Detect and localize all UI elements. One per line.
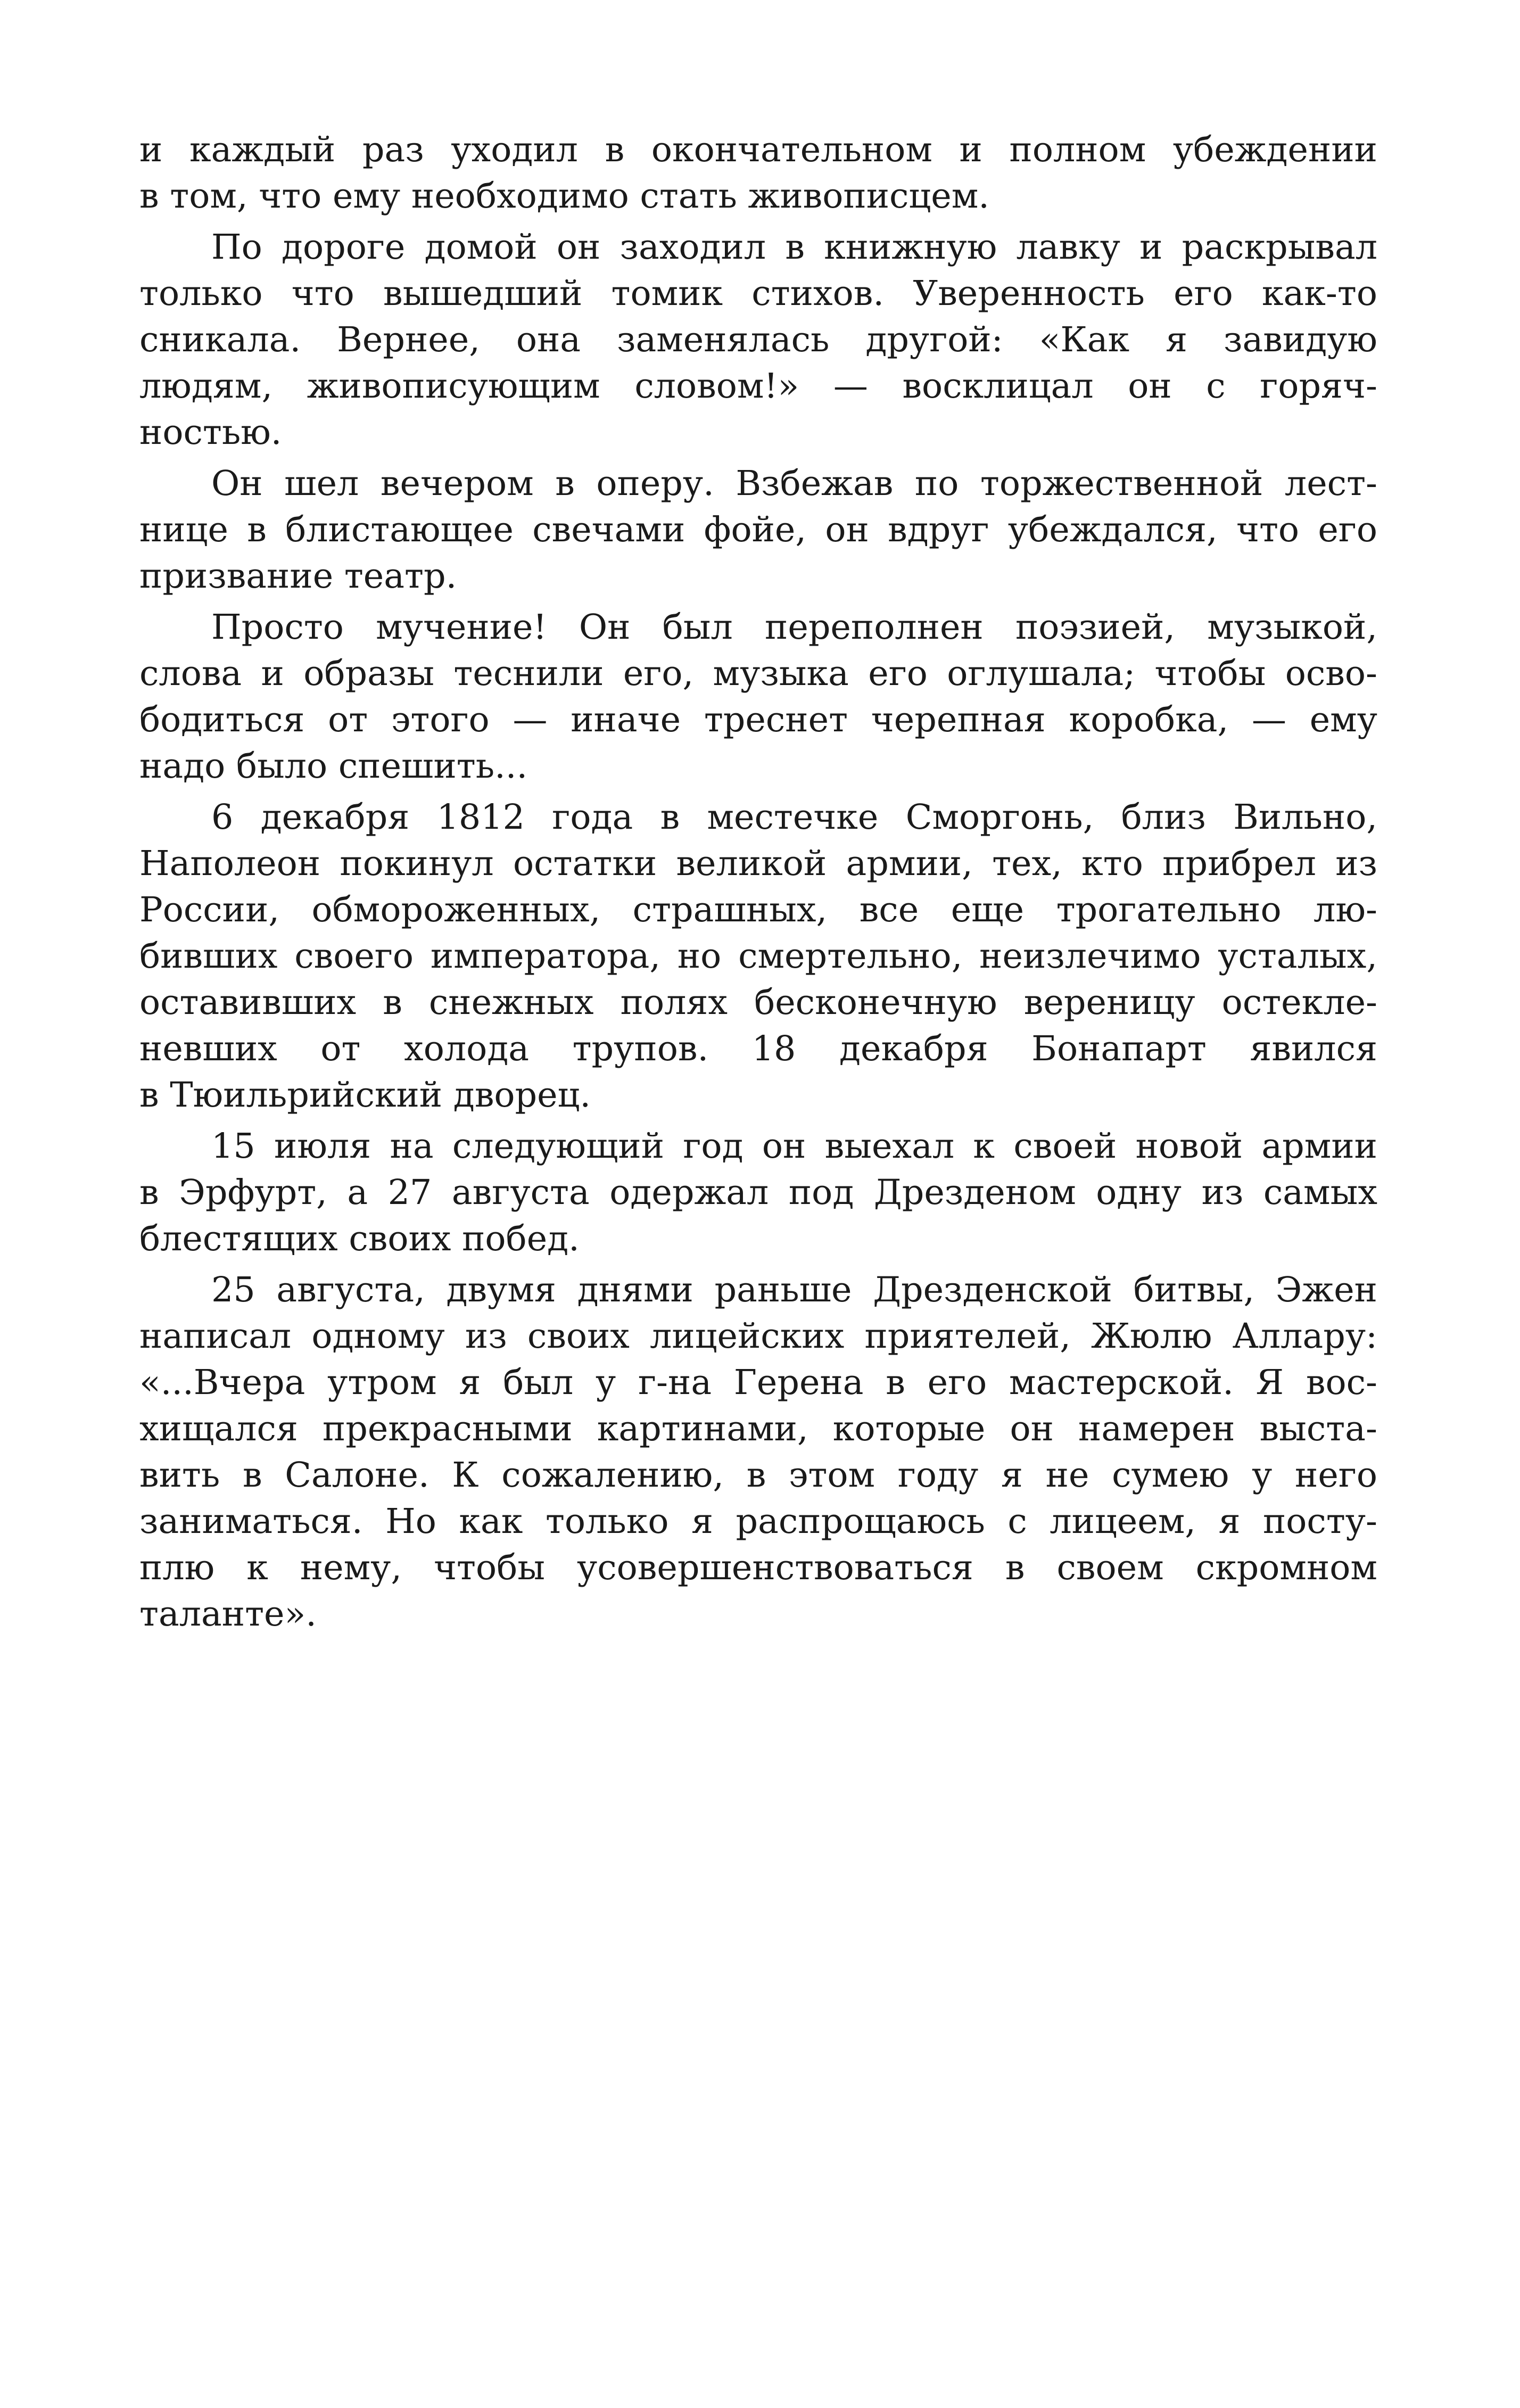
- paragraph-first-line: 15 июля на следующий год он выехал к своей новой армии: [211, 1126, 1377, 1166]
- text-line: заниматься. Но как только я распрощаюсь с лицеем, я посту-: [139, 1502, 1377, 1541]
- text-line: в Эрфурт, а 27 августа одержал под Дрезденом одну из самых: [139, 1173, 1377, 1213]
- text-line: и каждый раз уходил в окончательном и полном убеждении: [139, 130, 1377, 170]
- text-line: людям, живописующим словом!» — восклицал он с горяч-: [139, 366, 1377, 406]
- text-line: сникала. Вернее, она заменялась другой: «Как я завидую: [139, 320, 1377, 360]
- text-line: России, обмороженных, страшных, все еще трогательно лю-: [139, 890, 1377, 930]
- text-line: бодиться от этого — иначе треснет черепная коробка, — ему: [139, 700, 1377, 740]
- text-line: блестящих своих побед.: [139, 1219, 580, 1259]
- paragraph-first-line: 25 августа, двумя днями раньше Дрезденской битвы, Эжен: [211, 1270, 1377, 1310]
- text-line: таланте».: [139, 1594, 317, 1634]
- text-line: надо было спешить...: [139, 746, 528, 786]
- text-line: в Тюильрийский дворец.: [139, 1075, 591, 1115]
- text-line: слова и образы теснили его, музыка его оглушала; чтобы осво-: [139, 654, 1377, 694]
- paragraph-first-line: 6 декабря 1812 года в местечке Сморгонь, близ Вильно,: [211, 797, 1377, 837]
- text-line: в том, что ему необходимо стать живописцем.: [139, 176, 989, 216]
- text-line: призвание театр.: [139, 556, 457, 596]
- text-line: ностью.: [139, 413, 282, 452]
- body-text: [139, 127, 1377, 1637]
- text-line: хищался прекрасными картинами, которые он намерен выста-: [139, 1409, 1377, 1449]
- text-line: оставивших в снежных полях бесконечную вереницу остекле-: [139, 983, 1377, 1022]
- paragraph-first-line: Он шел вечером в оперу. Взбежав по торжественной лест-: [211, 464, 1377, 504]
- text-line: бивших своего императора, но смертельно, неизлечимо усталых,: [139, 936, 1377, 976]
- text-line: вить в Салоне. К сожалению, в этом году я не сумею у него: [139, 1455, 1377, 1495]
- text-line: нице в блистающее свечами фойе, он вдруг убеждался, что его: [139, 510, 1377, 550]
- text-line: только что вышедший томик стихов. Уверенность его как-то: [139, 274, 1377, 314]
- text-line: написал одному из своих лицейских приятелей, Жюлю Аллару:: [139, 1316, 1377, 1356]
- text-line: «...Вчера утром я был у г-на Герена в его мастерской. Я вос-: [139, 1363, 1377, 1403]
- paragraph-first-line: По дороге домой он заходил в книжную лавку и раскрывал: [211, 227, 1377, 267]
- text-line: Наполеон покинул остатки великой армии, тех, кто прибрел из: [139, 844, 1377, 884]
- text-line: плю к нему, чтобы усовершенствоваться в своем скромном: [139, 1548, 1377, 1588]
- text-line: невших от холода трупов. 18 декабря Бонапарт явился: [139, 1029, 1377, 1069]
- paragraph-first-line: Просто мучение! Он был переполнен поэзией, музыкой,: [211, 607, 1377, 647]
